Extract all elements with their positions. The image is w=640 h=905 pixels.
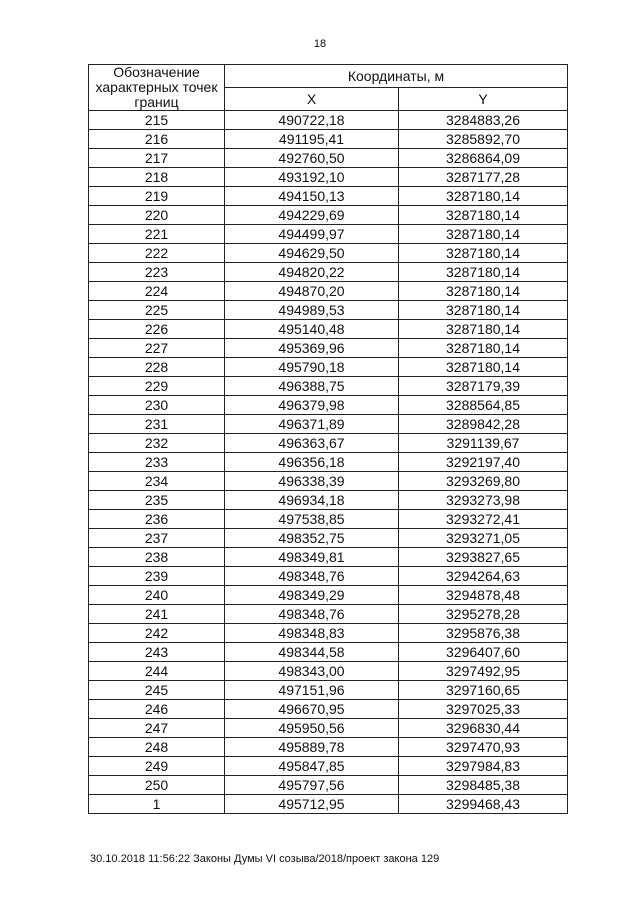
point-number-cell: 246 [89, 700, 225, 719]
x-coordinate-cell: 496338,39 [225, 472, 399, 491]
x-coordinate-cell: 495889,78 [225, 738, 399, 757]
x-coordinate-cell: 496371,89 [225, 415, 399, 434]
y-coordinate-cell: 3297984,83 [399, 757, 568, 776]
point-number-cell: 215 [89, 111, 225, 130]
y-coordinate-cell: 3287180,14 [399, 301, 568, 320]
point-number-cell: 220 [89, 206, 225, 225]
point-number-cell: 248 [89, 738, 225, 757]
point-number-cell: 218 [89, 168, 225, 187]
point-number-cell: 237 [89, 529, 225, 548]
y-coordinate-cell: 3293272,41 [399, 510, 568, 529]
x-coordinate-cell: 495140,48 [225, 320, 399, 339]
table-row [89, 624, 568, 643]
table-row [89, 263, 568, 282]
x-coordinate-cell: 494989,53 [225, 301, 399, 320]
point-number-cell: 238 [89, 548, 225, 567]
x-coordinate-cell: 495712,95 [225, 795, 399, 814]
table-row [89, 453, 568, 472]
table-row [89, 377, 568, 396]
table-row [89, 472, 568, 491]
x-coordinate-cell: 498348,83 [225, 624, 399, 643]
x-coordinate-cell: 496363,67 [225, 434, 399, 453]
table-row [89, 396, 568, 415]
y-coordinate-cell: 3297160,65 [399, 681, 568, 700]
table-row [89, 567, 568, 586]
point-number-cell: 227 [89, 339, 225, 358]
x-coordinate-cell: 494820,22 [225, 263, 399, 282]
y-coordinate-cell: 3287179,39 [399, 377, 568, 396]
table-row [89, 681, 568, 700]
point-number-cell: 235 [89, 491, 225, 510]
point-number-cell: 247 [89, 719, 225, 738]
y-coordinate-cell: 3294264,63 [399, 567, 568, 586]
y-coordinate-cell: 3288564,85 [399, 396, 568, 415]
y-coordinate-cell: 3287180,14 [399, 320, 568, 339]
y-coordinate-cell: 3299468,43 [399, 795, 568, 814]
x-coordinate-cell: 493192,10 [225, 168, 399, 187]
table-row [89, 225, 568, 244]
y-coordinate-cell: 3298485,38 [399, 776, 568, 795]
table-row [89, 757, 568, 776]
table-row [89, 643, 568, 662]
x-coordinate-cell: 496934,18 [225, 491, 399, 510]
table-row [89, 111, 568, 130]
x-coordinate-cell: 495369,96 [225, 339, 399, 358]
table-row [89, 776, 568, 795]
y-coordinate-cell: 3297025,33 [399, 700, 568, 719]
y-coordinate-cell: 3287180,14 [399, 206, 568, 225]
point-number-cell: 236 [89, 510, 225, 529]
x-coordinate-cell: 495797,56 [225, 776, 399, 795]
table-row [89, 738, 568, 757]
y-coordinate-cell: 3293827,65 [399, 548, 568, 567]
point-number-cell: 1 [89, 795, 225, 814]
point-number-cell: 240 [89, 586, 225, 605]
x-coordinate-cell: 498344,58 [225, 643, 399, 662]
x-coordinate-cell: 496356,18 [225, 453, 399, 472]
y-coordinate-cell: 3287180,14 [399, 282, 568, 301]
table-row [89, 529, 568, 548]
table-row [89, 662, 568, 681]
point-number-cell: 223 [89, 263, 225, 282]
table-row [89, 719, 568, 738]
y-coordinate-cell: 3287180,14 [399, 187, 568, 206]
point-number-cell: 243 [89, 643, 225, 662]
table-row [89, 187, 568, 206]
point-number-cell: 239 [89, 567, 225, 586]
x-coordinate-cell: 498343,00 [225, 662, 399, 681]
table-row [89, 168, 568, 187]
table-row [89, 339, 568, 358]
point-number-cell: 229 [89, 377, 225, 396]
x-coordinate-cell: 495950,56 [225, 719, 399, 738]
x-coordinate-cell: 497151,96 [225, 681, 399, 700]
x-coordinate-cell: 494229,69 [225, 206, 399, 225]
table-row [89, 586, 568, 605]
y-coordinate-cell: 3293271,05 [399, 529, 568, 548]
x-coordinate-cell: 490722,18 [225, 111, 399, 130]
x-coordinate-cell: 491195,41 [225, 130, 399, 149]
point-number-cell: 216 [89, 130, 225, 149]
table-row [89, 510, 568, 529]
point-number-cell: 228 [89, 358, 225, 377]
x-coordinate-cell: 495847,85 [225, 757, 399, 776]
y-coordinate-cell: 3285892,70 [399, 130, 568, 149]
table-row [89, 700, 568, 719]
x-coordinate-cell: 494499,97 [225, 225, 399, 244]
y-coordinate-cell: 3287180,14 [399, 263, 568, 282]
table-row [89, 548, 568, 567]
x-coordinate-cell: 498352,75 [225, 529, 399, 548]
y-coordinate-cell: 3287177,28 [399, 168, 568, 187]
point-number-cell: 233 [89, 453, 225, 472]
table-row [89, 244, 568, 263]
x-coordinate-cell: 498349,81 [225, 548, 399, 567]
y-coordinate-cell: 3287180,14 [399, 358, 568, 377]
x-coordinate-cell: 496379,98 [225, 396, 399, 415]
y-coordinate-cell: 3291139,67 [399, 434, 568, 453]
table-row [89, 491, 568, 510]
y-coordinate-cell: 3293269,80 [399, 472, 568, 491]
table-row [89, 130, 568, 149]
x-coordinate-cell: 496388,75 [225, 377, 399, 396]
y-coordinate-cell: 3292197,40 [399, 453, 568, 472]
header-y: Y [399, 88, 568, 111]
y-coordinate-cell: 3297470,93 [399, 738, 568, 757]
point-number-cell: 221 [89, 225, 225, 244]
y-coordinate-cell: 3287180,14 [399, 339, 568, 358]
table-header [89, 65, 568, 111]
header-x: X [225, 88, 399, 111]
y-coordinate-cell: 3294878,48 [399, 586, 568, 605]
point-number-cell: 232 [89, 434, 225, 453]
y-coordinate-cell: 3293273,98 [399, 491, 568, 510]
table-row [89, 301, 568, 320]
page-number: 18 [313, 38, 327, 50]
y-coordinate-cell: 3297492,95 [399, 662, 568, 681]
table-row [89, 282, 568, 301]
x-coordinate-cell: 498349,29 [225, 586, 399, 605]
point-number-cell: 231 [89, 415, 225, 434]
point-number-cell: 225 [89, 301, 225, 320]
table-row [89, 320, 568, 339]
x-coordinate-cell: 492760,50 [225, 149, 399, 168]
table-row [89, 434, 568, 453]
y-coordinate-cell: 3289842,28 [399, 415, 568, 434]
table-row [89, 795, 568, 814]
point-number-cell: 219 [89, 187, 225, 206]
x-coordinate-cell: 498348,76 [225, 567, 399, 586]
point-number-cell: 245 [89, 681, 225, 700]
document-footer: 30.10.2018 11:56:22 Законы Думы VI созыва/2018/проект закона 129 [90, 853, 440, 865]
table-row [89, 149, 568, 168]
x-coordinate-cell: 494629,50 [225, 244, 399, 263]
y-coordinate-cell: 3286864,09 [399, 149, 568, 168]
point-number-cell: 224 [89, 282, 225, 301]
x-coordinate-cell: 496670,95 [225, 700, 399, 719]
x-coordinate-cell: 497538,85 [225, 510, 399, 529]
point-number-cell: 217 [89, 149, 225, 168]
header-coordinates: Координаты, м [225, 65, 568, 88]
point-number-cell: 242 [89, 624, 225, 643]
point-number-cell: 241 [89, 605, 225, 624]
point-number-cell: 244 [89, 662, 225, 681]
header-point-designation: Обозначение характерных точек границ [89, 65, 225, 111]
table-row [89, 206, 568, 225]
table-body [89, 111, 568, 814]
y-coordinate-cell: 3296407,60 [399, 643, 568, 662]
y-coordinate-cell: 3287180,14 [399, 225, 568, 244]
point-number-cell: 222 [89, 244, 225, 263]
y-coordinate-cell: 3295278,28 [399, 605, 568, 624]
y-coordinate-cell: 3287180,14 [399, 244, 568, 263]
coordinates-table [88, 64, 568, 814]
point-number-cell: 226 [89, 320, 225, 339]
x-coordinate-cell: 494870,20 [225, 282, 399, 301]
x-coordinate-cell: 494150,13 [225, 187, 399, 206]
point-number-cell: 230 [89, 396, 225, 415]
table-row [89, 358, 568, 377]
x-coordinate-cell: 495790,18 [225, 358, 399, 377]
x-coordinate-cell: 498348,76 [225, 605, 399, 624]
y-coordinate-cell: 3296830,44 [399, 719, 568, 738]
point-number-cell: 250 [89, 776, 225, 795]
table-row [89, 605, 568, 624]
table-row [89, 415, 568, 434]
y-coordinate-cell: 3284883,26 [399, 111, 568, 130]
point-number-cell: 234 [89, 472, 225, 491]
y-coordinate-cell: 3295876,38 [399, 624, 568, 643]
point-number-cell: 249 [89, 757, 225, 776]
